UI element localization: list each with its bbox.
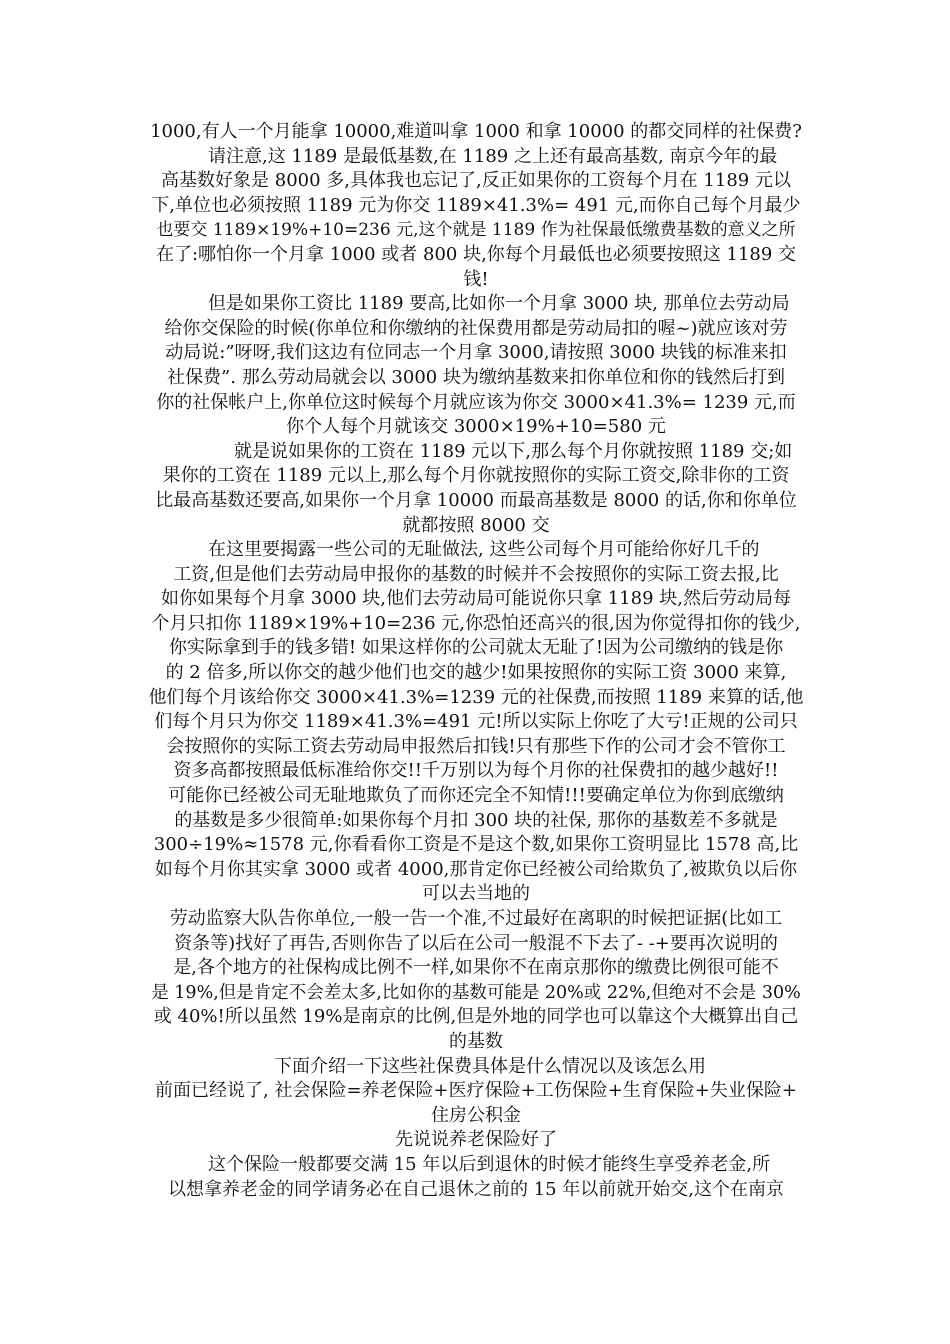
- text-line: 是 19%,但是肯定不会差太多,比如你的基数可能是 20%或 22%,但绝对不会是 30%: [151, 982, 801, 1003]
- text-line: 你的社保帐户上,你单位这时候每个月就应该为你交 3000×41.3%= 1239 元,而: [156, 391, 796, 413]
- text-line: 在这里要揭露一些公司的无耻做法, 这些公司每个月可能给你好几千的: [208, 539, 760, 561]
- text-line: 高基数好象是 8000 多,具体我也忘记了,反正如果你的工资每个月在 1189 元以: [161, 170, 791, 192]
- text-line: 下,单位也必须按照 1189 元为你交 1189×41.3%= 491 元,而你自己每个月最少: [151, 194, 801, 216]
- text-line: 比最高基数还要高,如果你一个月拿 10000 而最高基数是 8000 的话,你和你单位: [155, 489, 797, 511]
- text-line: 动局说:”呀呀,我们这边有位同志一个月拿 3000,请按照 3000 块钱的标准来扣: [165, 342, 787, 364]
- text-line: 以想拿养老金的同学请务必在自己退休之前的 15 年以前就开始交,这个在南京: [167, 1178, 785, 1200]
- text-line: 工资,但是他们去劳动局申报你的基数的时候并不会按照你的实际工资去报,比: [173, 563, 779, 585]
- text-line: 请注意,这 1189 是最低基数,在 1189 之上还有最高基数, 南京今年的最: [208, 145, 778, 167]
- text-line: 资条等)找好了再告,否则你告了以后在公司一般混不下去了- -+要再次说明的: [174, 932, 778, 954]
- text-line: 或 40%!所以虽然 19%是南京的比例,但是外地的同学也可以靠这个大概算出自己: [153, 1006, 799, 1028]
- text-line: 社保费”. 那么劳动局就会以 3000 块为缴纳基数来扣你单位和你的钱然后打到: [167, 366, 785, 388]
- text-line: 也要交 1189×19%+10=236 元,这个就是 1189 作为社保最低缴费基数的意义之所: [156, 220, 796, 241]
- text-line: 可能你已经被公司无耻地欺负了而你还完全不知情!!!要确定单位为你到底缴纳: [168, 785, 784, 807]
- text-line: 给你交保险的时候(你单位和你缴纳的社保费用都是劳动局扣的喔~)就应该对劳: [164, 317, 788, 339]
- text-line: 会按照你的实际工资去劳动局申报然后扣钱!只有那些下作的公司才会不管你工: [166, 735, 786, 757]
- text-line: 就是说如果你的工资在 1189 元以下,那么每个月你就按照 1189 交;如: [234, 440, 793, 462]
- text-line: 果你的工资在 1189 元以上,那么每个月你就按照你的实际工资交,除非你的工资: [162, 465, 790, 487]
- text-line: 的基数是多少很简单:如果你每个月扣 300 块的社保, 那你的基数差不多就是: [174, 809, 778, 831]
- text-line: 如你如果每个月拿 3000 块,他们去劳动局可能说你只拿 1189 块,然后劳动局每: [161, 588, 791, 610]
- text-line: 这个保险一般都要交满 15 年以后到退休的时候才能终生享受养老金,所: [208, 1153, 771, 1175]
- text-line: 的 2 倍多,所以你交的越少他们也交的越少!如果按照你的实际工资 3000 来算,: [165, 662, 787, 684]
- text-line: 住房公积金: [431, 1104, 521, 1126]
- text-line: 但是如果你工资比 1189 要高,比如你一个月拿 3000 块, 那单位去劳动局: [208, 293, 790, 315]
- text-line: 下面介绍一下这些社保费具体是什么情况以及该怎么用: [274, 1055, 706, 1077]
- text-line: 的基数: [449, 1030, 503, 1052]
- text-line: 你实际拿到手的钱多错! 如果这样你的公司就太无耻了!因为公司缴纳的钱是你: [168, 637, 784, 659]
- text-line: 你个人每个月就该交 3000×19%+10=580 元: [286, 416, 666, 438]
- text-line: 资多高都按照最低标准给你交!!千万别以为每个月你的社保费扣的越少越好!!: [173, 760, 779, 782]
- text-line: 劳动监察大队告你单位,一般一告一个准,不过最好在离职的时候把证据(比如工: [169, 908, 783, 929]
- text-line: 就都按照 8000 交: [402, 514, 550, 536]
- text-line: 先说说养老保险好了: [395, 1129, 557, 1151]
- text-line: 1000,有人一个月能拿 10000,难道叫拿 1000 和拿 10000 的都交同样的社保费?: [150, 121, 802, 142]
- text-line: 前面已经说了, 社会保险=养老保险+医疗保险+工伤保险+生育保险+失业保险+: [155, 1080, 797, 1102]
- text-line: 300÷19%≈1578 元,你看看你工资是不是这个数,如果你工资明显比 1578 高,比: [153, 834, 799, 856]
- text-line: 如每个月你其实拿 3000 或者 4000,那肯定你已经被公司给欺负了,被欺负以后你: [154, 858, 798, 880]
- text-line: 是,各个地方的社保构成比例不一样,如果你不在南京那你的缴费比例很可能不: [173, 957, 779, 979]
- text-line: 可以去当地的: [422, 883, 530, 905]
- text-line: 个月只扣你 1189×19%+10=236 元,你恐怕还高兴的很,因为你觉得扣你的钱少,: [151, 612, 801, 634]
- document-body: [148, 120, 804, 1202]
- text-line: 们每个月只为你交 1189×41.3%=491 元!所以实际上你吃了大亏!正规的公司只: [154, 711, 798, 733]
- text-line: 钱!: [463, 268, 489, 290]
- text-line: 在了:哪怕你一个月拿 1000 或者 800 块,你每个月最低也必须要按照这 1189 交: [155, 243, 797, 265]
- text-line: 他们每个月该给你交 3000×41.3%=1239 元的社保费,而按照 1189 来算的话,他: [148, 686, 804, 708]
